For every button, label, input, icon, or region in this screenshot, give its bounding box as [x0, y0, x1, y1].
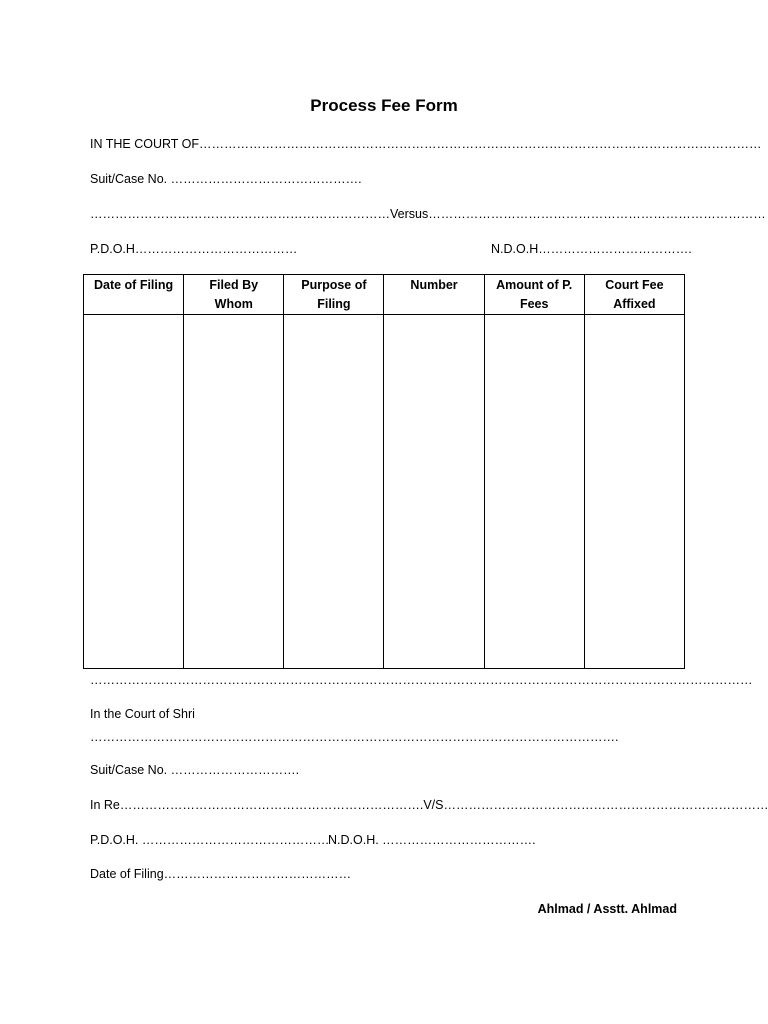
- header-purpose-of-filing: Purpose of Filing: [284, 275, 384, 315]
- table-cell-court-fee-affixed[interactable]: [584, 315, 684, 669]
- header-court-fee-affixed: Court Fee Affixed: [584, 275, 684, 315]
- court-of-shri-label: In the Court of Shri: [90, 707, 195, 721]
- versus-line: ………………………………………………………………Versus………………………………………………………………………: [90, 207, 766, 221]
- signature-ahlmad: Ahlmad / Asstt. Ahlmad: [537, 902, 677, 916]
- pdoh-line-2: P.D.O.H. ………………………………………: [90, 833, 330, 847]
- table-cell-filed-by-whom[interactable]: [184, 315, 284, 669]
- header-number: Number: [384, 275, 484, 315]
- court-of-shri-dots: ……………………………………………………………………………………………………………….: [90, 730, 619, 744]
- process-fee-table: [83, 274, 685, 669]
- table-header-row: [84, 275, 685, 315]
- pdoh-line: P.D.O.H…………………………………: [90, 242, 298, 256]
- suit-case-line: Suit/Case No. ……………………………………….: [90, 172, 362, 186]
- table-cell-amount-of-p-fees[interactable]: [484, 315, 584, 669]
- header-date-of-filing: Date of Filing: [84, 275, 184, 315]
- ndoh-line: N.D.O.H……………………………….: [491, 242, 692, 256]
- table-cell-date-of-filing[interactable]: [84, 315, 184, 669]
- separator-dotted-line: ……………………………………………………………………………………………………………………………………………: [90, 673, 753, 687]
- date-of-filing-line: Date of Filing………………………………………: [90, 867, 352, 881]
- header-filed-by-whom: Filed By Whom: [184, 275, 284, 315]
- table-row: [84, 315, 685, 669]
- table-cell-purpose-of-filing[interactable]: [284, 315, 384, 669]
- form-title: Process Fee Form: [310, 96, 458, 115]
- in-re-line: In Re……………………………………………………………….V/S……………………………………………………………………: [90, 798, 768, 812]
- court-of-line: IN THE COURT OF………………………………………………………………………………………………………………………: [90, 137, 762, 151]
- ndoh-line-2: N.D.O.H. ……………………………….: [328, 833, 536, 847]
- header-amount-of-p-fees: Amount of P. Fees: [484, 275, 584, 315]
- suit-case-line-2: Suit/Case No. ………………………….: [90, 763, 300, 777]
- table-cell-number[interactable]: [384, 315, 484, 669]
